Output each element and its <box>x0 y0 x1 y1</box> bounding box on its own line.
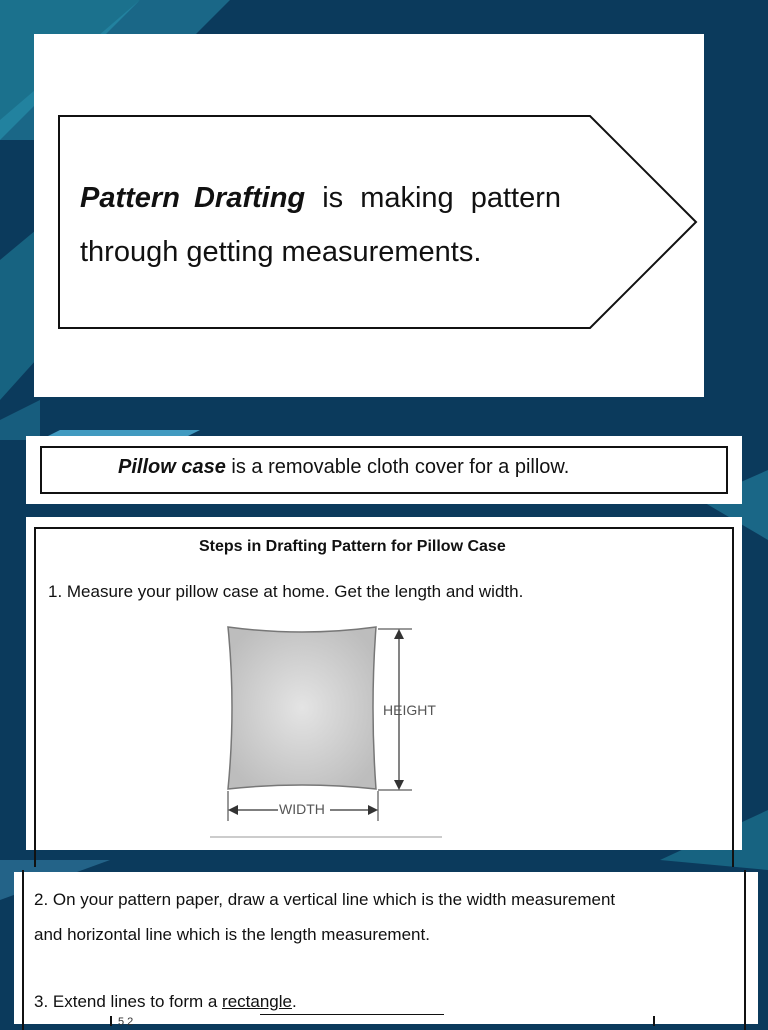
width-label: WIDTH <box>279 801 325 817</box>
term-pillow-case: Pillow case <box>118 456 226 478</box>
arrow-shape <box>34 34 704 397</box>
slide-pillow-case-definition <box>26 436 742 504</box>
step-2-line-2: and horizontal line which is the length measurement. <box>34 925 430 944</box>
steps-heading: Steps in Drafting Pattern for Pillow Case <box>199 538 506 555</box>
cut-off-text: 5 2 <box>118 1016 134 1028</box>
pillow-case-definition: Pillow case is a removable cloth cover for a pillow. <box>118 456 570 478</box>
cut-off-left-tick <box>110 1016 112 1026</box>
slide-pattern-drafting <box>34 34 704 397</box>
pillow-shape <box>228 627 376 789</box>
step-3: 3. Extend lines to form a rectangle. <box>34 992 297 1011</box>
height-label: HEIGHT <box>383 702 436 718</box>
rectangle-word: rectangle <box>222 992 292 1011</box>
definition-line-2: through getting measurements. <box>80 236 482 268</box>
pillow-diagram <box>206 617 466 847</box>
step-1: 1. Measure your pillow case at home. Get the length and width. <box>48 582 524 601</box>
cut-off-right-tick <box>653 1016 655 1026</box>
term-pattern-drafting: Pattern Drafting <box>80 182 306 214</box>
slide-steps-continued <box>14 872 758 1028</box>
step-2-line-1: 2. On your pattern paper, draw a vertical line which is the width measurement <box>34 890 616 909</box>
slide-steps <box>26 517 742 850</box>
definition-line-1: Pattern Drafting is making pattern <box>80 182 562 214</box>
rectangle-line <box>260 1014 444 1015</box>
